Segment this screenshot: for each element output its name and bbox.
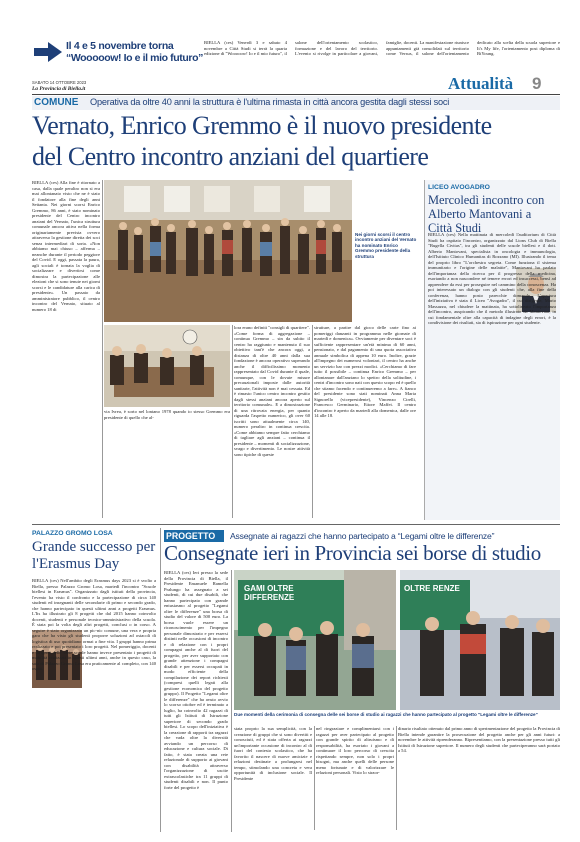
scholarship-headline: Consegnate ieri in Provincia sei borse di studio <box>164 541 541 565</box>
promo-text: BIELLA (ces) Venerdì 3 e sabato 4 novembre a Città Studi si terrà la quarta edizione di "Wooooow! Io e il mio futuro", il salone dell'orientamento scolastico, formazione e del lavoro del territorio. L'evento si rivolge in particolare a giovani, famiglie, docenti. La manifestazione riunisce appuntamenti già consolidati sul territorio come Versus, il salone dell'orientamento dedicato alla scelta della scuola superiore e It's My life, l'orientamento post diploma di BiYoung. <box>204 40 560 56</box>
promo-arrow-icon <box>34 42 62 62</box>
scholarship-photo-banner2: OLTRE RENZE <box>404 584 460 593</box>
masthead: La Provincia di Biella.it <box>32 86 86 92</box>
main-headline-line1: Vernato, Enrico Gremmo è il nuovo presidente <box>32 111 492 140</box>
main-col3: lora erano definiti "consigli di quartiere". «Come forma di aggregazione – continua Gremmo – sin da subito il centro ha raggiunto e mantenuto il suo obiettivo tant'è che ancora oggi, a distanza di oltre 40 anni dalla sua fondazione è ancora operativo superando anche il difficilissimo momento rappresentato dal Covid durante il quale, comunque, con le dovute misure precauzionali imposte dalle autorità sanitarie, l'attività non è mai cessata. Ed è rimasto l'unico centro incontro gestito dagli stessi anziani ancora aperto sul territorio comunale». E a dimostrazione di una ritrovata energia, per quanto riguarda l'aspetto numerico, gli over 60 iscritti sono attualmente circa 140, numero peraltro in continua crescita. «Come abbiamo sempre fatto cerchiamo di tagliare agli anziani – continua il presidente – momenti di socializzazione, svago e divertimento. Le nostre attività sono tipiche di queste <box>234 325 310 457</box>
main-photo-caption: Nei giorni scorsi il centro incontro anziani del Vernato ha nominato Enrico Gremmo presidente della struttura <box>355 232 417 259</box>
erasmus-text: BIELLA (ces) Nell'ambito degli Erasmus days 2023 si è svolto a Biella, presso Palazzo Gromo Losa, martedì l'incontro "Scuole biellesi in Erasmus". Organizzato dagli istituti della provincia, l'evento ha visto il confronto e la partecipazione di circa 140 studenti ed insegnanti delle secondarie di primo e secondo grado, che hanno partecipato in questi ultimi anni a progetti Erasmus. L'Iis ha illustrato gli 8 progetti che dal 2015 hanno coinvolto docenti, studenti e personale tecnico-amministrativo della scuola. È stata poi la volta degli altri progetti, conclusi o in corso. A seguire è stato organizzato un pic-nic comune, una vera e propria gara che ha visto gli studenti proporre soluzioni ad ostacoli di logistica di uso quotidiano ormai a fine vita. I gruppi hanno prima realizzato e poi presentato i loro progetti. Nel pomeriggio, docenti e dirigenti delle varie scuole hanno invece presentato i progetti di mobilità realizzati in questi ultimi anni, anche in questo caso, la sala di Palazzo Gromo Losa era praticamente al completo, con 140 ospiti. <box>32 578 156 671</box>
scholarship-col1: BIELLA (ces) Ieri presso la sede della Provincia di Biella, il Presidente Emanuele Ramella Pralungo ha assegnato a sei studenti, di cui due disabili, che hanno partecipato con grande entusiasmo al progetto "Legami oltre le differenze" una borsa di studio del valore di 500 euro. La borsa vuole essere un riconoscimento per l'impegno personale dimostrato e per essersi distinti nelle occasioni di incontro e di relazione con i propri compagni anche al di fuori del progetto, per aver supportato con grande attenzione i compagni disabili e per essersi occupati in modo efficiente della compilazione dei report richiesti (compresi quelli legati alla gestione economica del progetto gruppo). Il Progetto "Legami oltre le differenze" che ha avuto avvio lo scorso ottobre ed è terminato a luglio, ha coinvolto 42 ragazzi di tutti gli Istituti di Istruzione superiore di secondo grado biellesi. Lo scopo dell'iniziativa è la creazione di rapporti tra ragazzi che vada oltre la diversità avviando un percorso di educazione e cultura sociale. Di fatto, è stata creata una rete relazionale di supporto ai giovani con disabilità attraverso l'organizzazione di uscite extrascolastiche tra 11 gruppi di studenti disabili e non. Il punto forte del progetto è <box>164 570 228 790</box>
scholarship-photo-banner: GAMI OLTRE DIFFERENZE <box>244 584 295 602</box>
erasmus-kicker: PALAZZO GROMO LOSA <box>32 530 113 537</box>
promo-title-line1: Il 4 e 5 novembre torna <box>66 40 174 52</box>
issue-date: SABATO 14 OTTOBRE 2023 <box>32 80 87 85</box>
erasmus-headline: Grande successo per l'Erasmus Day <box>32 539 156 572</box>
promo-title-line2: “Wooooow! Io e il mio futuro” <box>66 52 203 64</box>
sidebar-headline: Mercoledì incontro con Alberto Mantovani a Città Studi <box>428 193 545 235</box>
scholarship-kicker: PROGETTO <box>166 531 216 541</box>
main-col4: strutture, a partire dal gioco delle carte fino ai pomeriggi danzanti in programma nelle giornate di martedì e domenica». Ovviamente per diventare soci è sufficiente rappresentare un'età minima di 60 anni, pensionato, e dal pagamento di una quota associativa annuale simbolica di appena 10 euro. Inoltre, grazie all'impegno dei numerosi volontari, il centro ha anche un servizio bar con prezzi modici. «Cerchiamo di fare tutto il possibile – continua Enrico Gremmo – per allontanare dall'anziano lo spettro della solitudine, i centri d'incontro sono nati con questo scopo ed è quello che stiamo facendo e continueremo a fare». A fianco del presidente sono stati nominati Anna Maria Signorello (vicepresidente), Vincenzo Cirelli, Francesco Germinario, Ettore Maffei. Il centro d'incontro è aperto da martedì alla domenica, dalle ore 14 alle 18. <box>314 325 416 418</box>
page-number: 9 <box>532 74 542 93</box>
scholarship-photo-caption: Due momenti della cerimonia di consegna delle sei borse di studio ai ragazzi che hanno partecipato al progetto "Legami oltre le differenze" <box>234 712 538 717</box>
main-kicker: COMUNE <box>34 97 79 108</box>
scholarship-overline: Assegnate ai ragazzi che hanno partecipato a “Legami oltre le differenze” <box>230 531 495 541</box>
scholarship-col3: nel ringraziare e complimentarsi con i ragazzi per aver partecipato al progetto con grande spirito di altruismo e di responsabilità, ha esortato i giovani a continuare il loro percorso di crescita rispettando sempre, non solo i propri bisogni, ma anche quelli delle persone meno fortunate e di valorizzare le relazioni personali. Visto lo straor- <box>316 726 394 775</box>
main-col2: via Ivrea, è sorto nel lontano 1978 quando io stesso Gremmo era presidente di quello che al- <box>104 409 230 420</box>
section-title: Attualità <box>448 74 514 93</box>
sidebar-text: BIELLA (ces) Nella mattinata di mercoledì l'auditorium di Città Studi ha ospitato l'incontro, organizzato dal Lions Club di Biella "Bugella Civitas", tra gli studenti delle scuole biellesi e il dott. Alberto Mantovani, specialista in oncologia e immunologia, dell'Istituto Clinico Humanitas di Rozzano (MI). Illustrando il tema del proprio libro "L'orchestra segreta. Come funziona il sistema immunitario e l'origine delle malattie", Mantovani ha parlato dell'importanza della ricerca per il progresso della medicina, esortando a non nascondere né temere errori ed insuccessi, bensì ad apprendere da essi per proseguire nel cammino della conoscenza. Ha poi interessato un dialogo con gli studenti che, alla fine della conferenza, hanno posto parecchie domande. L'apertura dell'iniziativa è stata il Liceo "Avogadro", il cui dirigente, Mario Massazza, nel chiudere la mattinata, ha sottolineato l'importanza dell'incontro, auspicando che il metodo illustrato da Mantovani, in cui fondamentale oltre alla capacità di indagine degli errori, è la condivisione dei risultati, sia di ispirazione per ogni studente. <box>428 232 556 325</box>
main-col1: BIELLA (ces) Alla fine è ritornato a casa, dalla quale peraltro non si era mai allontanato visto che ne è stato il fondatore alla fine degli anni Settanta. Nei giorni scorsi Enrico Gremmo, 86 anni, è stato nominato presidente del Centro incontro anziani del Vernato, l'unica struttura comunale ancora attiva nella forma originariamente prevista ovvero attraverso la gestione diretta dei soci senza intermediari di sorta. «Non abbiamo mai chiuso – afferma – neanche durante il periodo peggiore del Covid. E oggi, passata la paura, agli sociali è tornata la voglia di socializzare e divertirsi come dimostra la partecipazione alle elezioni che si sono tenute nei giorni scorsi e le candidature alla carica di presidente». Un passato da amministratore pubblico, il centro incontro del Vernato, situato al numero 18 di <box>32 180 100 312</box>
main-photo-card-players <box>104 325 230 407</box>
scholarship-col4: dinario risultato ottenuto dal primo anno di sperimentazione del progetto la Provincia di Biella intende garantire la prosecuzione del progetto anche per gli anni futuri: a novembre le attività riprenderanno. Ripresentiamo, con la presentazione presso tutti gli Istituti di Istruzione superiore. Il numero degli studenti che parteciperanno sarà portato a 54. <box>398 726 560 753</box>
scholarship-col2: stata proprio la sua semplicità, con la creazione di gruppi che si sono divertiti e conosciuti, ed è stata offerta ai ragazzi un'importante occasione di incontro al di fuori del contesto scolastico, che ha favorito il nascere di nuove amicizie e relazioni destinate a prolungarsi nel tempo, stimolando una concreta e vera opportunità di inclusione sociale. Il Presidente <box>234 726 312 781</box>
sidebar-kicker: LICEO AVOGADRO <box>428 184 490 191</box>
main-overline: Operativa da oltre 40 anni la struttura è l'ultima rimasta in città ancora gestita dagli stessi soci <box>90 97 450 107</box>
main-photo-dance-hall <box>104 180 352 322</box>
main-headline-line2: del Centro incontro anziani del quartiere <box>32 142 429 171</box>
